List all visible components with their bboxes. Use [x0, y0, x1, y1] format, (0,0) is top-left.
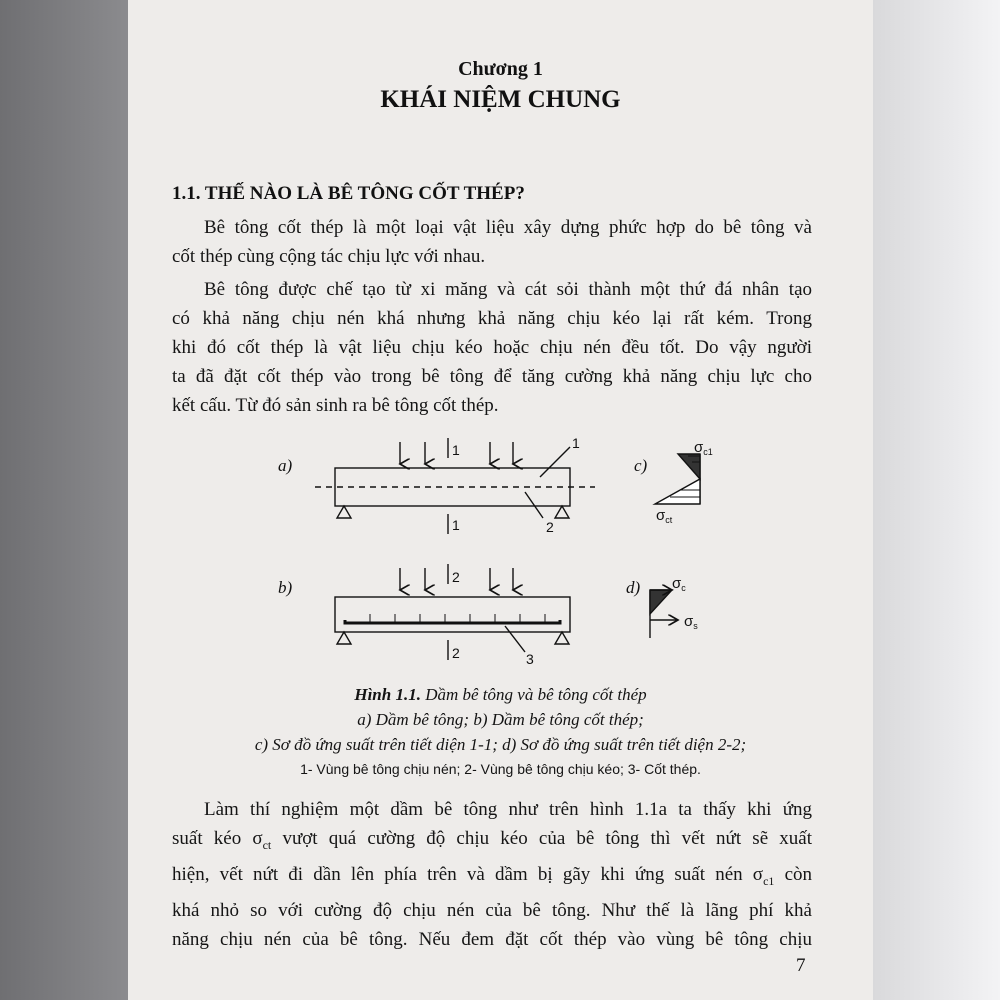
figure-label-a: a) [278, 456, 293, 475]
support-icon [555, 632, 569, 644]
text-line: cốt thép cùng cộng tác chịu lực với nhau. [172, 246, 486, 267]
figure-caption-line: c) Sơ đồ ứng suất trên tiết diện 1-1; d) Sơ đồ ứng suất trên tiết diện 2-2; [254, 735, 747, 754]
callout-2: 2 [546, 519, 554, 535]
subscript: ct [262, 837, 272, 852]
figure-label-d: d) [626, 578, 641, 597]
stress-label-ct [656, 507, 673, 525]
figure-label-c: c) [634, 456, 648, 475]
figure-caption-line: a) Dầm bê tông; b) Dầm bê tông cốt thép; [357, 710, 644, 729]
subscript: ct [665, 515, 673, 525]
text-line: năng chịu nén của bê tông. Nếu đem đặt cốt thép vào vùng bê tông chịu [172, 928, 812, 950]
figure-label-b: b) [278, 578, 293, 597]
section-mark-1: 1 [452, 442, 460, 458]
text-line: Bê tông được chế tạo từ xi măng và cát sỏi thành một thứ đá nhân tạo [204, 279, 812, 300]
subscript: c1 [763, 873, 775, 888]
support-icon [337, 506, 351, 518]
support-icon [555, 506, 569, 518]
text-line [172, 860, 812, 896]
subscript: s [693, 621, 698, 631]
background-right [873, 0, 1000, 1000]
figure-caption-legend: 1- Vùng bê tông chịu nén; 2- Vùng bê tông chịu kéo; 3- Cốt thép. [300, 761, 701, 777]
stress-label-c1 [694, 439, 713, 457]
caption-text: Dầm bê tông và bê tông cốt thép [420, 685, 647, 704]
figure-caption-title [128, 685, 873, 705]
text-segment: hiện, vết nứt đi dần lên phía trên và dầm bị gãy khi ứng suất nén σ [172, 863, 764, 885]
callout-3: 3 [526, 651, 534, 667]
section-heading: 1.1. THẾ NÀO LÀ BÊ TÔNG CỐT THÉP? [172, 183, 525, 204]
chapter-title: KHÁI NIỆM CHUNG [380, 86, 621, 113]
section-mark-2: 2 [452, 569, 460, 585]
background-left [0, 0, 128, 1000]
text-line: ta đã đặt cốt thép vào trong bê tông để tăng cường khả năng chịu lực cho [172, 366, 812, 387]
subscript: c1 [703, 447, 713, 457]
stress-label-c [672, 575, 686, 593]
sigma-symbol: σ [694, 439, 704, 456]
page-number: 7 [796, 955, 806, 976]
text-segment: suất kéo σ [172, 828, 263, 849]
sigma-symbol: σ [672, 575, 682, 592]
paragraph-1 [172, 213, 812, 271]
text-line: có khả năng chịu nén khá nhưng khả năng chịu kéo lại rất kém. Trong [172, 308, 812, 329]
text-segment: vượt quá cường độ chịu kéo của bê tông thì vết nứt sẽ xuất [271, 828, 812, 849]
support-icon [337, 632, 351, 644]
text-line: kết cấu. Từ đó sản sinh ra bê tông cốt thép. [172, 395, 499, 416]
paragraph-2 [172, 275, 812, 420]
section-mark-2: 2 [452, 645, 460, 661]
caption-number: Hình 1.1. [354, 685, 421, 704]
text-line [172, 824, 812, 860]
paragraph-3 [172, 795, 812, 954]
sigma-symbol: σ [656, 507, 666, 524]
chapter-number: Chương 1 [458, 58, 543, 80]
section-mark-1: 1 [452, 517, 460, 533]
text-line: khi đó cốt thép là vật liệu chịu kéo hoặc chịu nén đều tốt. Do vậy người [172, 337, 812, 358]
subscript: c [681, 583, 686, 593]
text-line: Bê tông cốt thép là một loại vật liệu xây dựng phức hợp do bê tông và [204, 217, 812, 238]
text-line: Làm thí nghiệm một dầm bê tông như trên hình 1.1a ta thấy khi ứng [204, 799, 812, 820]
callout-1: 1 [572, 435, 580, 451]
stress-label-s [684, 613, 698, 631]
beam-diagram [300, 430, 740, 670]
text-line: khá nhỏ so với cường độ chịu nén của bê tông. Như thế là lãng phí khả [172, 899, 812, 921]
sigma-symbol: σ [684, 613, 694, 630]
text-segment: còn [774, 863, 813, 885]
